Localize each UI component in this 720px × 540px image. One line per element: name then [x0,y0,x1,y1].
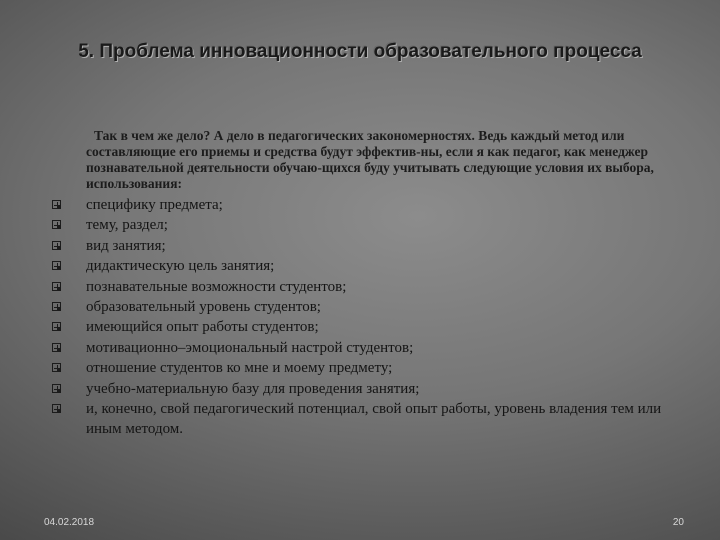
square-bullet-icon [52,282,61,291]
slide-content [50,128,690,440]
list-item [50,297,686,317]
list-item-text: образовательный уровень студентов; [86,299,321,316]
list-item-text: учебно-материальную базу для проведения занятия; [86,380,420,397]
list-item-text: мотивационно–эмоциональный настрой студентов; [86,339,414,356]
list-item [50,236,686,256]
square-bullet-icon [52,241,61,250]
list-item-text: дидактическую цель занятия; [86,258,275,275]
square-bullet-icon [52,384,61,393]
square-bullet-icon [52,261,61,270]
intro-paragraph: Так в чем же дело? А дело в педагогических закономерностях. Ведь каждый метод или составляющие его приемы и средства будут эффектив-ны, если я как педагог, как менеджер познавательной деятельности обучаю-щихся буду учитывать следующие условия их выбора, использования: [86,128,654,191]
list-item [50,358,686,378]
footer-date: 04.02.2018 [44,517,95,528]
bullet-list [50,195,690,440]
list-item [50,277,686,297]
list-item [50,215,686,235]
square-bullet-icon [52,200,61,209]
page-number: 20 [672,517,684,528]
list-item [50,399,686,440]
list-item-text: вид занятия; [86,237,166,254]
list-item-text: отношение студентов ко мне и моему предмету; [86,360,393,377]
list-item [50,338,686,358]
list-item-text: имеющийся опыт работы студентов; [86,319,319,336]
list-item [50,256,686,276]
list-item [50,195,686,215]
list-item-text: тему, раздел; [86,217,168,234]
list-item-text: познавательные возможности студентов; [86,278,347,295]
list-item [50,379,686,399]
list-item-text: специфику предмета; [86,197,223,213]
list-item [50,317,686,337]
square-bullet-icon [52,220,61,229]
square-bullet-icon [52,302,61,311]
slide-title: 5. Проблема инновационности образовательного процесса [78,41,642,62]
square-bullet-icon [52,363,61,372]
list-item-text: и, конечно, свой педагогический потенциал, свой опыт работы, уровень владения тем или иным методом. [86,401,662,438]
square-bullet-icon [52,343,61,352]
square-bullet-icon [52,322,61,331]
square-bullet-icon [52,404,61,413]
